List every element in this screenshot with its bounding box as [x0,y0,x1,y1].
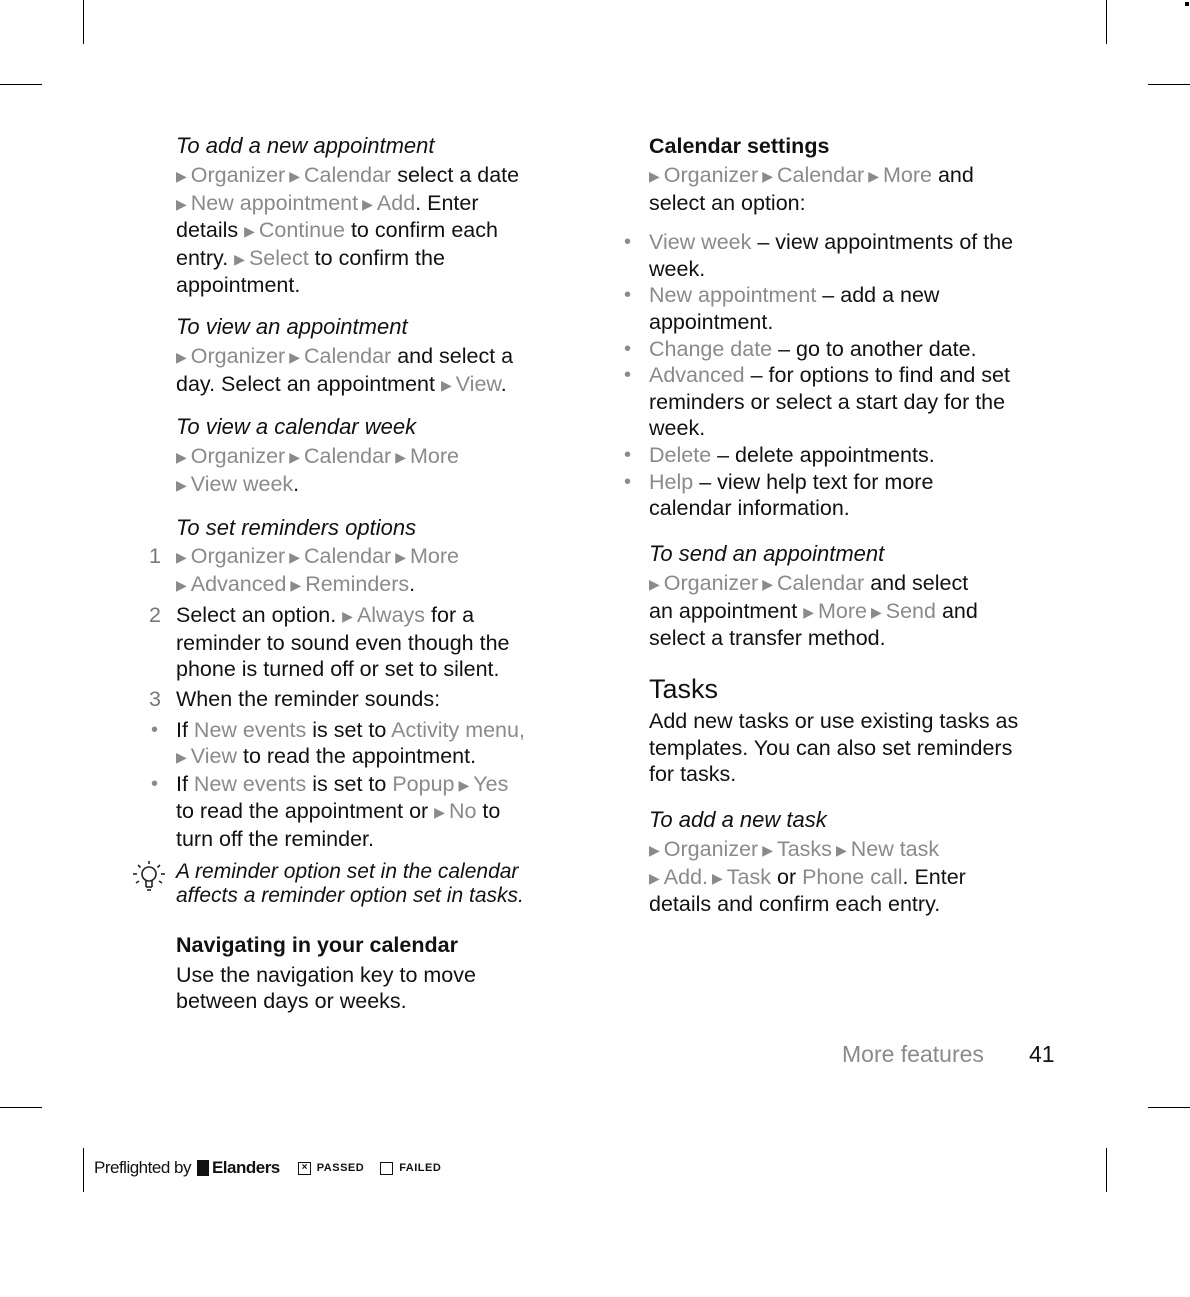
instruction-line: ▶ Organizer ▶ Calendar ▶ More and [649,162,1069,190]
option-item: • Delete – delete appointments. [649,442,1069,469]
play-arrow-icon: ▶ [395,549,406,565]
bullet-item: • If New events is set to Activity menu, ▶ View to read the appointment. [176,717,596,771]
crop-mark [0,84,42,85]
calendar-settings-section [649,132,1069,522]
crop-mark [0,1107,42,1108]
section-heading: Calendar settings [649,134,830,158]
section-heading: To add a new task [649,807,827,832]
body-text: for tasks. [649,762,737,787]
add-appointment-section [176,132,596,299]
play-arrow-icon: ▶ [176,349,187,365]
body-text: templates. You can also set reminders [649,735,1013,760]
tasks-section [649,673,1069,788]
instruction-line: ▶ Organizer ▶ Calendar select a date [176,162,596,190]
instruction-line: appointment. [176,273,301,298]
numbered-step: 2 Select an option. ▶ Always for a reminder to sound even though the phone is turned off or set to silent. [149,603,510,682]
tip-text: affects a reminder option set in tasks. [176,884,524,907]
play-arrow-icon: ▶ [712,869,723,886]
instruction-line: ▶ Organizer ▶ Calendar and select [649,570,1069,598]
instruction-line: ▶ Add. ▶ Task or Phone call. Enter [649,864,1069,892]
play-arrow-icon: ▶ [244,223,255,240]
crop-mark [1148,84,1190,85]
option-item: • Change date – go to another date. [649,336,1069,363]
body-text: Use the navigation key to move [176,962,476,987]
play-arrow-icon: ▶ [649,869,660,886]
body-text: between days or weeks. [176,989,407,1014]
play-arrow-icon: ▶ [835,842,847,858]
play-arrow-icon: ▶ [289,349,300,365]
play-arrow-icon: ▶ [762,842,773,858]
instruction-line: ▶ View week. [176,471,596,499]
play-arrow-icon: ▶ [395,449,406,465]
play-arrow-icon: ▶ [234,250,245,267]
step-number: 3 [149,686,161,711]
play-arrow-icon: ▶ [434,804,445,821]
step-number: 1 [149,544,161,568]
crop-mark [1185,2,1189,6]
play-arrow-icon: ▶ [440,376,452,393]
play-arrow-icon: ▶ [868,168,879,184]
play-arrow-icon: ▶ [289,168,300,184]
play-arrow-icon: ▶ [176,549,187,565]
play-arrow-icon: ▶ [458,776,470,793]
crop-mark [1106,1148,1107,1192]
section-heading: To send an appointment [649,541,885,566]
play-arrow-icon: ▶ [362,195,373,212]
crop-mark [1106,0,1107,44]
play-arrow-icon: ▶ [649,576,660,592]
page-number: 41 [1029,1041,1055,1067]
failed-label: FAILED [399,1162,442,1174]
instruction-line: ▶ Organizer ▶ Calendar ▶ More [176,443,596,471]
play-arrow-icon: ▶ [803,603,814,620]
instruction-line: ▶ Organizer ▶ Calendar and select a [176,343,596,371]
instruction-line: day. Select an appointment ▶ View. [176,371,596,399]
instruction-line: entry. ▶ Select to confirm the [176,245,596,273]
option-item: • New appointment – add a new appointment. [649,282,1069,335]
play-arrow-icon: ▶ [290,576,302,593]
elanders-mark-icon [197,1160,209,1176]
bullet-item: • If New events is set to Popup ▶ Yes to read the appointment or ▶ No to turn off the reminder. [176,771,596,853]
add-task-section [649,806,1069,918]
instruction-line: details ▶ Continue to confirm each [176,217,596,245]
reminders-section [149,514,596,853]
play-arrow-icon: ▶ [870,603,882,620]
option-item: • Advanced – for options to find and set reminders or select a start day for the week. [649,362,1069,442]
instruction-line: select an option: [649,190,806,215]
section-heading: To view a calendar week [176,414,417,439]
instruction-line: an appointment ▶ More ▶ Send and [649,598,1069,626]
play-arrow-icon: ▶ [649,168,660,184]
section-title: Tasks [649,674,719,704]
tip-text: A reminder option set in the calendar [176,860,519,883]
footer-section-name: More features [842,1041,984,1067]
passed-checkbox: × [298,1162,311,1175]
play-arrow-icon: ▶ [289,549,300,565]
preflight-label: Preflighted by [94,1158,191,1177]
section-heading: To set reminders options [176,515,417,540]
instruction-line: ▶ Organizer ▶ Tasks ▶ New task [649,836,1069,864]
play-arrow-icon: ▶ [176,195,187,212]
play-arrow-icon: ▶ [289,449,300,465]
numbered-step: 1 ▶ Organizer ▶ Calendar ▶ More ▶ Advanced ▶ Reminders. [176,543,596,598]
numbered-step: 3 When the reminder sounds: [149,686,441,711]
play-arrow-icon: ▶ [176,449,187,465]
play-arrow-icon: ▶ [762,168,773,184]
instruction-line: select a transfer method. [649,626,886,651]
play-arrow-icon: ▶ [762,576,773,592]
view-appointment-section [176,313,596,398]
crop-mark [83,0,84,44]
body-text: Add new tasks or use existing tasks as [649,709,1019,733]
passed-label: PASSED [316,1162,365,1174]
failed-checkbox [380,1162,393,1175]
crop-mark [1148,1107,1190,1108]
instruction-line: details and confirm each entry. [649,892,941,917]
preflight-stamp [94,1158,441,1178]
send-appointment-section [649,540,1069,652]
play-arrow-icon: ▶ [342,608,353,625]
elanders-logo: Elanders [197,1158,280,1178]
play-arrow-icon: ▶ [649,842,660,858]
lightbulb-icon [132,860,166,894]
play-arrow-icon: ▶ [176,168,187,184]
option-item: • Help – view help text for more calendar information. [649,469,1069,522]
section-heading: To view an appointment [176,314,408,339]
instruction-line: ▶ New appointment ▶ Add. Enter [176,190,596,218]
section-heading: To add a new appointment [176,133,435,158]
tip-note [176,860,596,908]
crop-mark [83,1148,84,1192]
play-arrow-icon: ▶ [176,749,187,766]
options-list [649,229,1069,522]
option-item: • View week – view appointments of the week. [649,229,1069,282]
play-arrow-icon: ▶ [176,576,187,593]
navigating-section [176,932,596,1015]
step-number: 2 [149,603,161,628]
section-heading: Navigating in your calendar [176,933,458,957]
view-week-section [176,413,596,498]
play-arrow-icon: ▶ [176,476,187,493]
